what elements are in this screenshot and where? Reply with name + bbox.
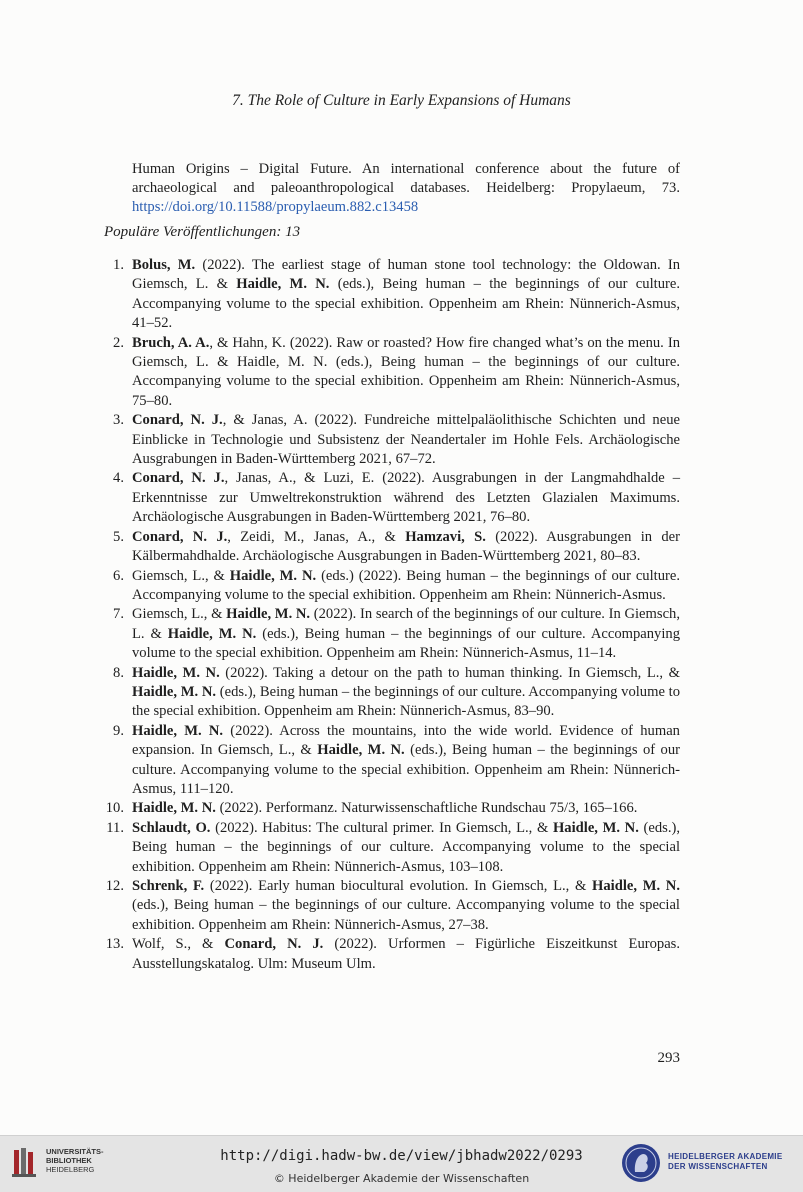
reference-number: 4. — [113, 470, 124, 487]
reference-number: 12. — [105, 878, 124, 894]
author-name: Bolus, M. — [132, 257, 196, 273]
author-name: Haidle, M. N. — [592, 878, 680, 894]
author-name: Haidle, M. N. — [167, 625, 257, 642]
reference-text: (eds.) (2022). Being human – the beginnings of our culture. Accompanying volume to the special exhibition. Oppenheim am Rhein: Nünnerich-Asmus. — [132, 567, 680, 603]
continued-reference — [132, 160, 680, 218]
author-name: Conard, N. J. — [132, 470, 225, 487]
reference-text: (2022). Taking a detour on the path to human thinking. In Giemsch, L., & — [219, 664, 680, 681]
reference-number: 13. — [105, 936, 124, 953]
author-name: Hamzavi, S. — [405, 528, 486, 545]
reference-text: (2022). Performanz. Naturwissenschaftliche Rundschau 75/3, 165–166. — [215, 800, 638, 817]
author-name: Haidle, M. N. — [236, 276, 330, 293]
reference-item — [104, 411, 680, 469]
author-name: Conard, N. J. — [224, 936, 324, 953]
author-name: Haidle, M. N. — [226, 606, 311, 623]
reference-number: 3. — [113, 412, 124, 429]
reference-text: (eds.), Being human – the beginnings of our culture. Accompanying volume to the special exhibition. Oppenheim am Rhein: Nünnerich-Asmus, 11–14. — [132, 625, 680, 662]
reference-item — [104, 722, 680, 800]
academy-seal-icon — [620, 1142, 662, 1184]
reference-text: (2022). Habitus: The cultural primer. In Giemsch, L., & — [210, 819, 553, 836]
reference-item — [104, 567, 680, 606]
reference-text: (2022). Early human biocultural evolution. In Giemsch, L., & — [204, 878, 593, 894]
reference-item — [104, 819, 680, 877]
reference-item — [104, 799, 680, 818]
reference-text: (2022). Urformen – Figürliche Eiszeitkunst Europas. Ausstellungskatalog. Ulm: Museum Ulm. — [132, 936, 680, 972]
author-name: Schlaudt, O. — [132, 819, 211, 836]
running-head: 7. The Role of Culture in Early Expansions of Humans — [232, 92, 571, 109]
reference-number: 6. — [113, 567, 124, 584]
doi-link[interactable]: https://doi.org/10.11588/propylaeum.882.c13458 — [132, 199, 419, 216]
author-name: Haidle, M. N. — [132, 800, 216, 817]
author-name: Haidle, M. N. — [229, 567, 317, 584]
reference-text: (2022). Across the mountains, into the wide world. Evidence of human expansion. In Giemsch, L., & — [132, 722, 680, 759]
author-name: Haidle, M. N. — [317, 742, 405, 759]
academy-logo[interactable] — [620, 1141, 800, 1187]
author-name: Conard, N. J. — [132, 412, 223, 429]
library-logo-line: BIBLIOTHEK — [46, 1156, 92, 1165]
permalink-url[interactable]: http://digi.hadw-bw.de/view/jbhadw2022/0293 — [220, 1148, 583, 1164]
author-name: Bruch, A. A. — [132, 334, 210, 351]
reference-number: 7. — [113, 606, 124, 623]
reference-number: 2. — [113, 334, 124, 351]
reference-text: , Zeidi, M., Janas, A., & — [227, 528, 406, 545]
reference-number: 8. — [113, 664, 124, 681]
reference-text: (2022). The earliest stage of human stone tool technology: the Oldowan. In Giemsch, L. & — [132, 257, 680, 293]
reference-item — [104, 935, 680, 974]
reference-item — [104, 664, 680, 722]
reference-item — [104, 334, 680, 412]
reference-text: (eds.), Being human – the beginnings of our culture. Accompanying volume to the special exhibition. Oppenheim am Rhein: Nünnerich-Asmus, 83–90. — [132, 683, 680, 720]
reference-text: (eds.), Being human – the beginnings of our culture. Accompanying volume to the special exhibition. Oppenheim am Rhein: Nünnerich-Asmus, 41–52. — [132, 276, 680, 332]
library-logo-line: HEIDELBERG — [46, 1165, 95, 1174]
reference-text: (eds.), Being human – the beginnings of our culture. Accompanying volume to the special exhibition. Oppenheim am Rhein: Nünnerich-Asmus, 27–38. — [132, 897, 680, 933]
academy-logo-line: DER WISSENSCHAFTEN — [668, 1162, 768, 1171]
reference-item — [104, 528, 680, 567]
reference-text: Giemsch, L., & — [132, 606, 227, 623]
library-logo-line: UNIVERSITÄTS- — [46, 1147, 104, 1156]
author-name: Haidle, M. N. — [552, 819, 639, 836]
reference-number: 1. — [113, 257, 124, 273]
reference-text: (2022). In search of the beginnings of our culture. In Giemsch, L. & — [132, 606, 680, 642]
reference-item — [104, 469, 680, 527]
reference-item — [104, 256, 680, 334]
author-name: Haidle, M. N. — [132, 664, 220, 681]
continued-reference-text: Human Origins – Digital Future. An international conference about the future of archaeological and paleoanthropological databases. Heidelberg: Propylaeum, 73. — [132, 160, 680, 196]
reference-list — [104, 256, 680, 974]
author-name: Haidle, M. N. — [132, 722, 224, 739]
author-name: Haidle, M. N. — [132, 683, 217, 700]
reference-number: 10. — [105, 800, 124, 817]
reference-number: 5. — [113, 528, 124, 545]
author-name: Schrenk, F. — [132, 878, 205, 894]
reference-text: , & Janas, A. (2022). Fundreiche mittelpaläolithische Schichten und neue Einblicke in Technologie und Subsistenz der Neandertaler im Hohle Fels. Archäologische Ausgrabungen in Baden-Württemberg 2021, 67–72. — [132, 412, 680, 468]
reference-item — [104, 605, 680, 663]
reference-text: (eds.), Being human – the beginnings of our culture. Accompanying volume to the special exhibition. Oppenheim am Rhein: Nünnerich-Asmus, 111–120. — [132, 742, 680, 797]
reference-text: Wolf, S., & — [132, 936, 225, 953]
footer-bar — [0, 1135, 803, 1192]
academy-logo-text — [668, 1152, 782, 1172]
reference-text: , Janas, A., & Luzi, E. (2022). Ausgrabungen in der Langmahdhalde – Erkenntnisse zur Umweltrekonstruktion während des Letzten Glazialen Maximums. Archäologische Ausgrabungen in Baden-Württemberg 2021, 76–80. — [132, 470, 680, 526]
reference-text: (2022). Ausgrabungen in der Kälbermahdhalde. Archäologische Ausgrabungen in Baden-Württemberg 2021, 80–83. — [132, 528, 680, 565]
reference-text: (eds.), Being human – the beginnings of our culture. Accompanying volume to the special exhibition. Oppenheim am Rhein: Nünnerich-Asmus, 103–108. — [132, 819, 680, 875]
section-heading: Populäre Veröffentlichungen: 13 — [104, 224, 301, 240]
reference-text: Giemsch, L., & — [132, 567, 230, 584]
author-name: Conard, N. J. — [132, 528, 228, 545]
copyright-notice: © Heidelberger Akademie der Wissenschaften — [273, 1172, 530, 1185]
reference-number: 11. — [106, 819, 124, 836]
reference-item — [104, 877, 680, 935]
reference-number: 9. — [113, 722, 124, 739]
academy-logo-line: HEIDELBERGER AKADEMIE — [668, 1152, 783, 1161]
page-number: 293 — [657, 1050, 680, 1066]
reference-text: , & Hahn, K. (2022). Raw or roasted? How fire changed what’s on the menu. In Giemsch, L. & Haidle, M. N. (eds.), Being human – the beginnings of our culture. Accompanying volume to the special exhibition. Oppenheim am Rhein: Nünnerich-Asmus, 75–80. — [132, 334, 680, 409]
